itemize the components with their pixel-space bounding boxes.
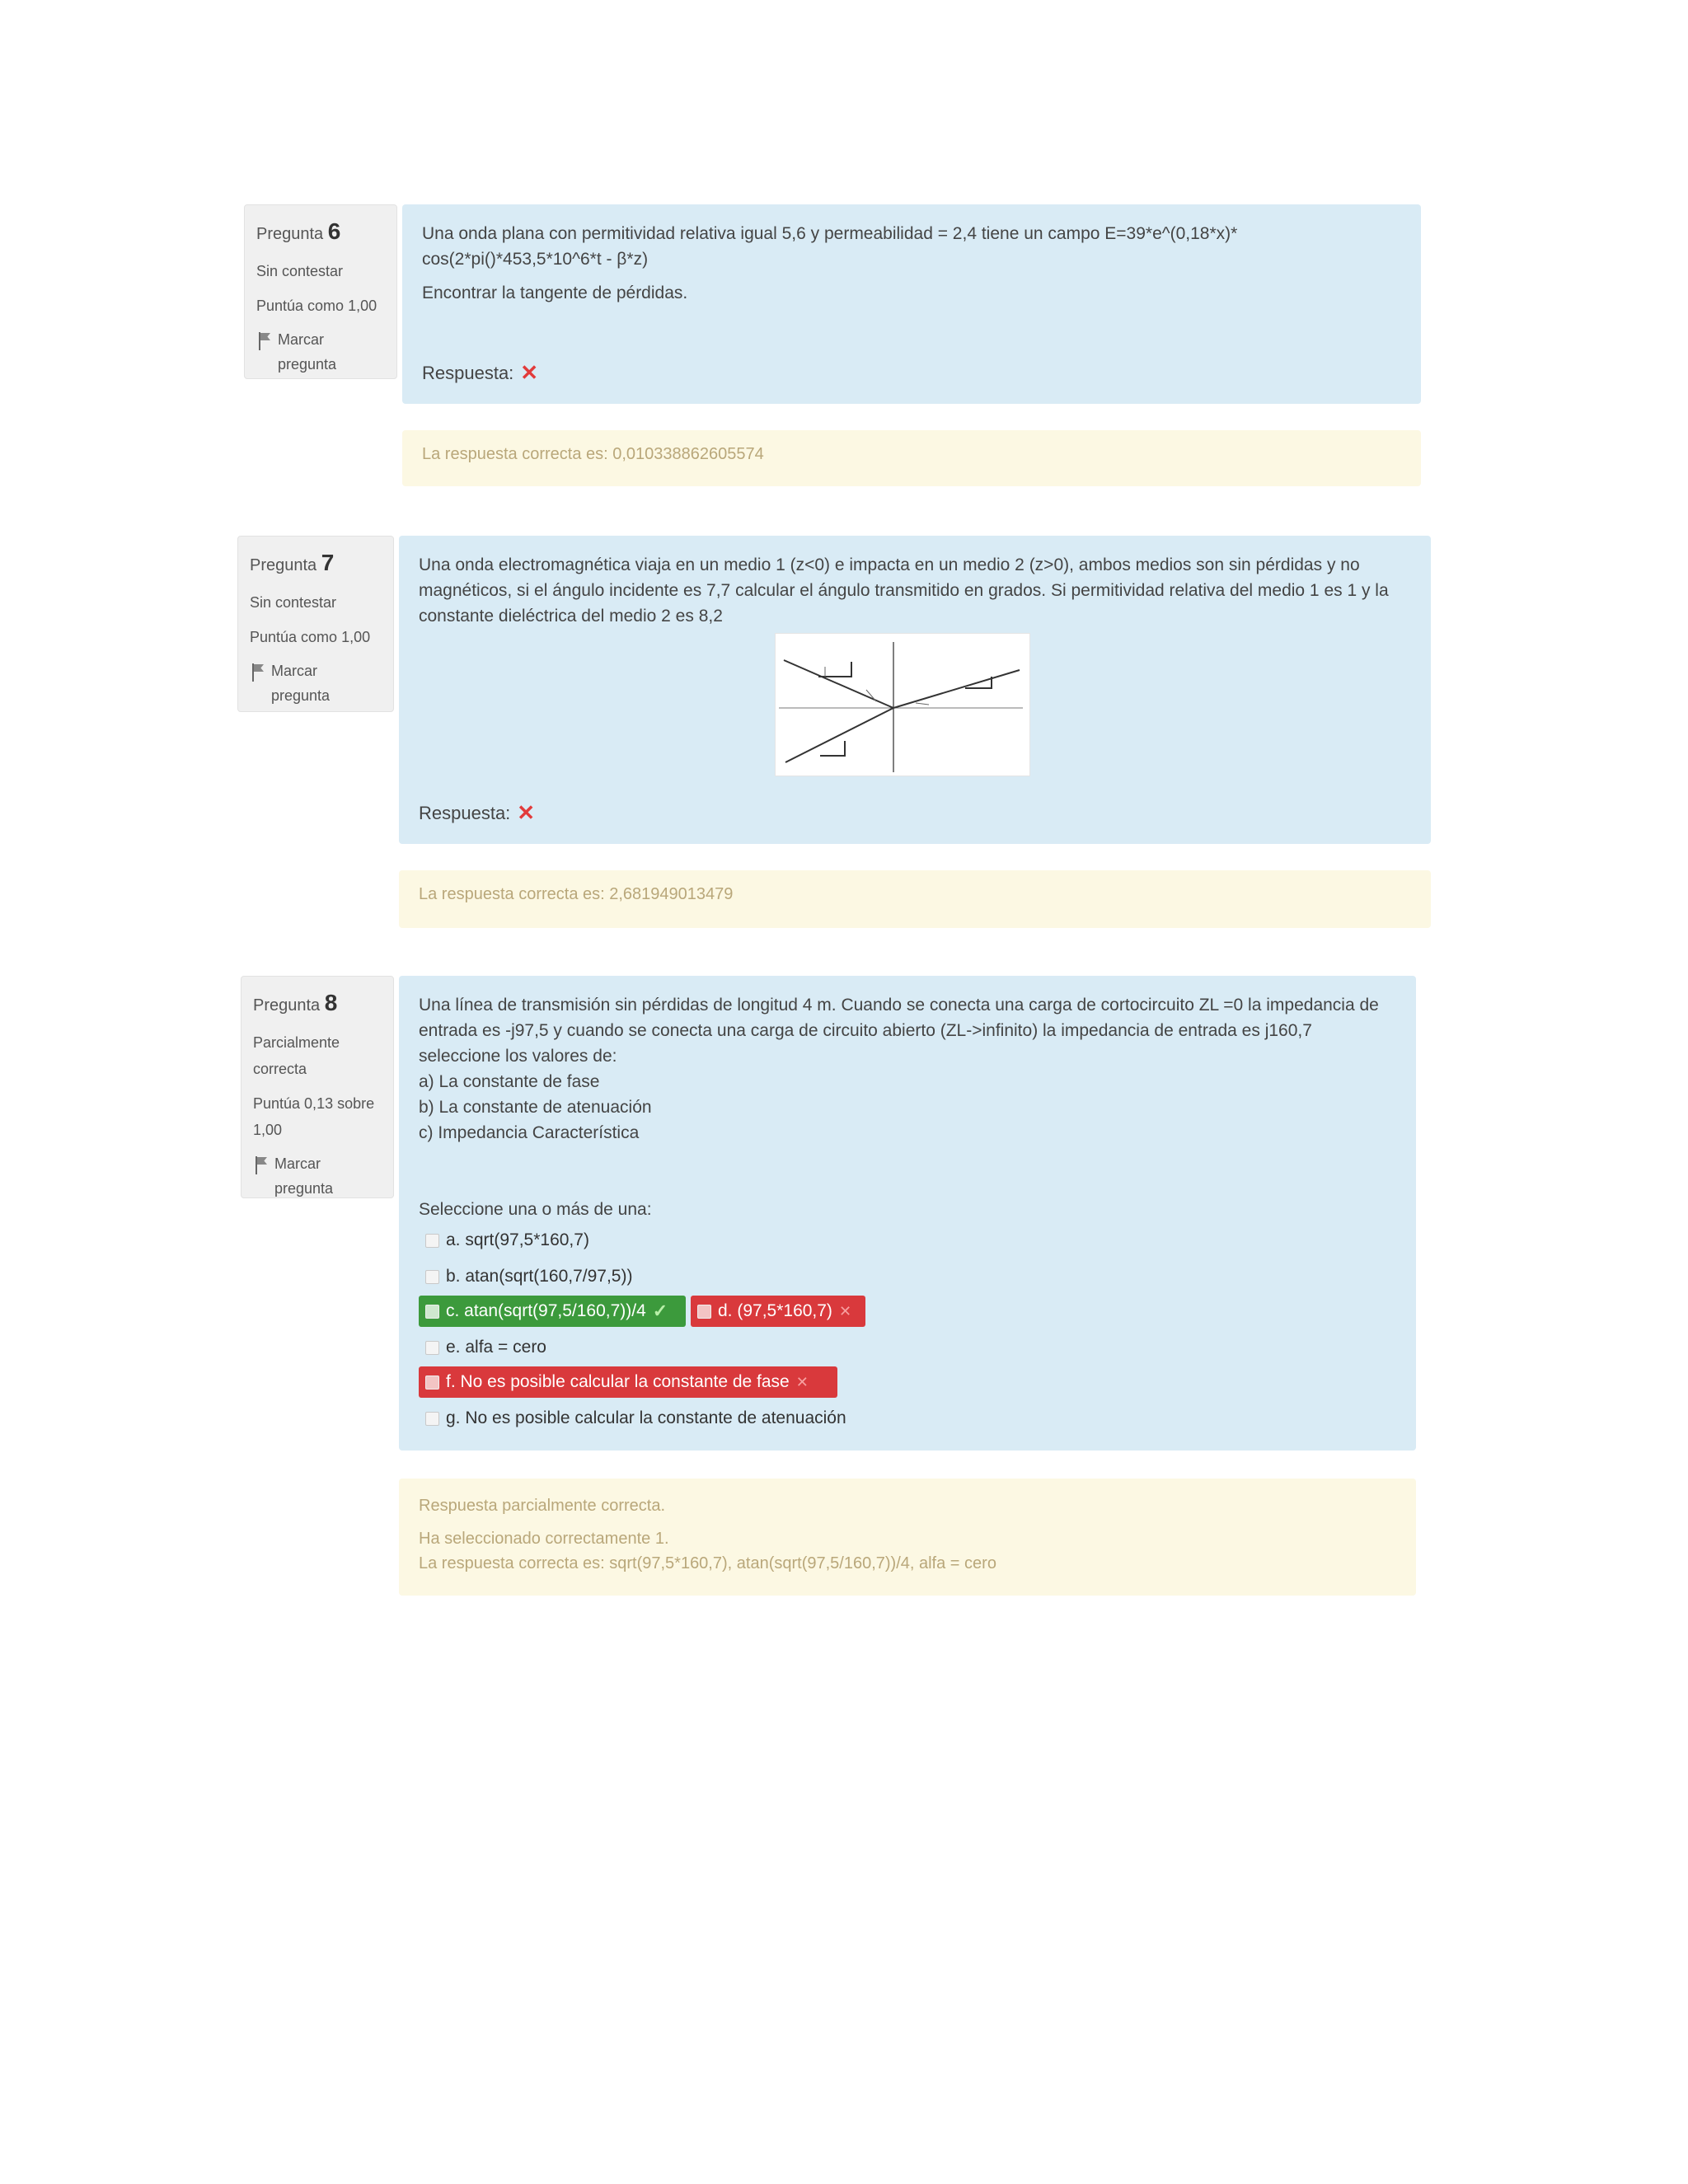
correct-check-icon: ✓ — [652, 1301, 668, 1321]
option-g-label: g. No es posible calcular la constante de atenuación — [446, 1408, 846, 1427]
feedback-summary: Respuesta parcialmente correcta. — [419, 1497, 666, 1515]
flag-icon — [256, 332, 273, 350]
correct-answer: La respuesta correcta es: 0,010338862605574 — [422, 445, 764, 463]
question-status: Sin contestar — [256, 263, 344, 279]
answer-row — [419, 800, 535, 826]
option-d-checkbox[interactable] — [697, 1305, 711, 1319]
question-6-feedback — [402, 430, 1421, 486]
option-b-checkbox[interactable] — [425, 1270, 439, 1284]
question-subitem: b) La constante de atenuación — [419, 1098, 652, 1117]
option-d-label: d. (97,5*160,7) — [718, 1301, 832, 1320]
question-number: Pregunta 8 — [253, 990, 338, 1015]
flag-label: Marcar pregunta — [278, 331, 337, 373]
question-7-info — [237, 536, 394, 712]
flag-question-button[interactable] — [250, 658, 382, 708]
answer-label: Respuesta: — [422, 363, 514, 383]
incorrect-icon: ✕ — [795, 1373, 809, 1390]
question-subitem: a) La constante de fase — [419, 1072, 600, 1091]
correct-answer: La respuesta correcta es: 2,681949013479 — [419, 885, 734, 903]
diagram-reflected-ray — [785, 708, 893, 762]
diagram-incident-ray — [784, 660, 893, 708]
question-7-feedback — [399, 870, 1431, 928]
flag-label: Marcar pregunta — [271, 663, 331, 704]
question-score: Puntúa 0,13 sobre 1,00 — [253, 1095, 375, 1138]
diagram-transmitted-ray — [893, 670, 1020, 708]
question-score: Puntúa como 1,00 — [256, 298, 377, 314]
question-6-info — [244, 204, 397, 379]
question-8-info — [241, 976, 394, 1198]
option-e[interactable] — [419, 1332, 553, 1363]
select-prompt: Seleccione una o más de una: — [419, 1200, 652, 1219]
answer-row — [422, 360, 538, 386]
option-b-label: b. atan(sqrt(160,7/97,5)) — [446, 1267, 633, 1286]
question-6-content — [402, 204, 1421, 404]
option-a-checkbox[interactable] — [425, 1234, 439, 1248]
question-status: Parcialmente correcta — [253, 1034, 340, 1077]
option-a-label: a. sqrt(97,5*160,7) — [446, 1230, 589, 1249]
correct-answer: La respuesta correcta es: sqrt(97,5*160,7), atan(sqrt(97,5/160,7))/4, alfa = cero — [419, 1554, 996, 1572]
refraction-diagram — [775, 633, 1030, 776]
flag-label: Marcar pregunta — [274, 1155, 334, 1197]
flag-icon — [250, 663, 266, 682]
diagram-vector — [866, 690, 876, 701]
answer-label: Respuesta: — [419, 803, 511, 823]
question-score: Puntúa como 1,00 — [250, 629, 371, 645]
question-status: Sin contestar — [250, 594, 337, 611]
flag-question-button[interactable] — [253, 1151, 382, 1201]
incorrect-icon: ✕ — [520, 360, 539, 385]
question-8-feedback — [399, 1479, 1416, 1596]
option-c-checkbox[interactable] — [425, 1305, 439, 1319]
option-b[interactable] — [419, 1261, 639, 1292]
option-f-checkbox[interactable] — [425, 1376, 439, 1390]
option-d[interactable] — [691, 1296, 865, 1327]
option-c[interactable] — [419, 1296, 686, 1327]
question-number: Pregunta 6 — [256, 218, 341, 244]
option-f-label: f. No es posible calcular la constante de fase — [446, 1372, 790, 1391]
option-c-label: c. atan(sqrt(97,5/160,7))/4 — [446, 1301, 646, 1320]
option-g[interactable] — [419, 1403, 853, 1434]
diagram-triangle — [818, 662, 851, 677]
question-text: Una onda electromagnética viaja en un medio 1 (z<0) e impacta en un medio 2 (z>0), ambos medios son sin pérdidas y no magnéticos, si el ángulo incidente es 7,7 calcular el ángulo transmitido en grados. Si permitividad relativa del medio 1 es 1 y la constante dieléctrica del medio 2 es 8,2 — [419, 555, 1389, 626]
option-e-label: e. alfa = cero — [446, 1338, 546, 1357]
question-number: Pregunta 7 — [250, 550, 335, 575]
diagram-vector — [916, 703, 929, 705]
option-a[interactable] — [419, 1225, 596, 1256]
question-text: Una línea de transmisión sin pérdidas de longitud 4 m. Cuando se conecta una carga de cortocircuito ZL =0 la impedancia de entrada es -j97,5 y cuando se conecta una carga de circuito abierto (ZL->infinito) la impedancia de entrada es j160,7 seleccione los valores de: — [419, 996, 1379, 1066]
question-text: Una onda plana con permitividad relativa igual 5,6 y permeabilidad = 2,4 tiene un campo E=39*e^(0,18*x)* cos(2*pi()*453,5*10^6*t - β*z) — [422, 224, 1238, 269]
feedback-selected: Ha seleccionado correctamente 1. — [419, 1530, 669, 1548]
incorrect-icon: ✕ — [838, 1302, 852, 1319]
option-f[interactable] — [419, 1366, 837, 1398]
flag-question-button[interactable] — [256, 327, 385, 377]
option-g-checkbox[interactable] — [425, 1412, 439, 1426]
option-e-checkbox[interactable] — [425, 1341, 439, 1355]
question-subitem: c) Impedancia Característica — [419, 1123, 640, 1142]
flag-icon — [253, 1156, 270, 1174]
incorrect-icon: ✕ — [517, 800, 536, 825]
question-text: Encontrar la tangente de pérdidas. — [422, 284, 688, 302]
